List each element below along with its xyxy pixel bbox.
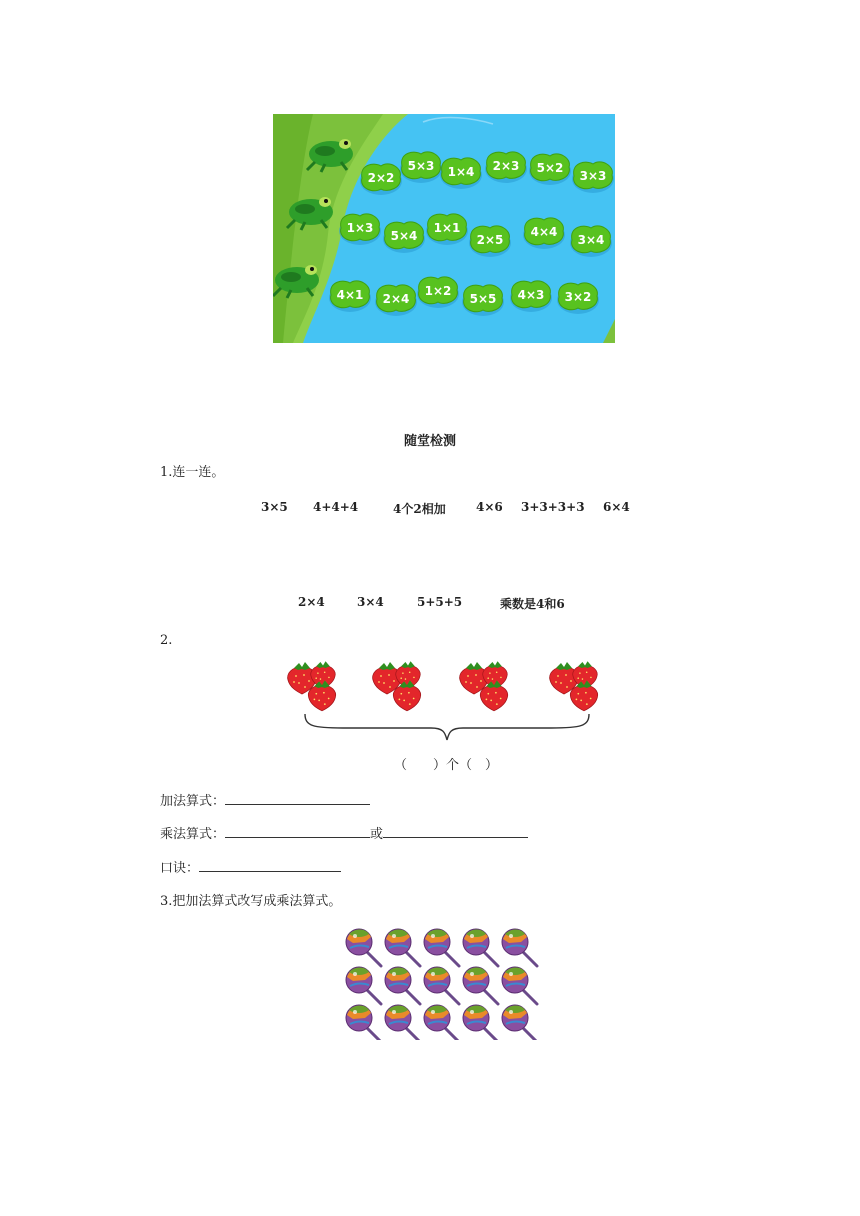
lollipop-icon	[385, 967, 420, 1004]
or-word: 或	[370, 827, 384, 842]
rhyme-line	[160, 857, 341, 876]
pad-label: 5×2	[536, 161, 564, 175]
lily-pad	[417, 277, 459, 308]
lily-pad	[557, 283, 599, 314]
addition-line	[160, 790, 370, 809]
lily-pad	[570, 226, 612, 257]
lollipop-icon	[502, 1005, 537, 1040]
multiplication-answer-blank-2[interactable]	[383, 825, 528, 838]
strawberry-group	[288, 661, 336, 711]
strawberry-groups	[286, 658, 611, 714]
page-title: 随堂检测	[403, 434, 456, 449]
lollipop-icon	[424, 929, 459, 966]
pad-label: 2×3	[492, 159, 520, 173]
q1-expression[interactable]: 4+4+4	[313, 500, 359, 514]
pad-label: 4×1	[336, 288, 364, 302]
multiplication-answer-blank-1[interactable]	[225, 825, 370, 838]
lily-pad	[462, 285, 504, 316]
lollipop-icon	[502, 929, 537, 966]
lily-pad	[572, 162, 614, 193]
lollipop-icon	[385, 929, 420, 966]
lollipop-icon	[346, 1005, 381, 1040]
pad-label: 1×4	[447, 165, 475, 179]
multiplication-label: 乘法算式：	[160, 827, 226, 842]
lollipop-icon	[502, 967, 537, 1004]
lollipop-icon	[463, 967, 498, 1004]
pad-label: 1×1	[433, 221, 461, 235]
pond-picture	[273, 114, 615, 343]
pad-label: 3×4	[577, 233, 605, 247]
rhyme-label: 口诀：	[160, 861, 200, 876]
lily-pad	[469, 226, 511, 257]
pad-label: 1×2	[424, 284, 452, 298]
q1-label: 1.连一连。	[160, 465, 225, 480]
lily-pad	[383, 222, 425, 253]
lily-pad	[426, 214, 468, 245]
q3-label: 3.把加法算式改写成乘法算式。	[160, 894, 342, 909]
q1-expression[interactable]: 3×4	[357, 595, 384, 609]
pad-label: 2×4	[382, 292, 410, 306]
q1-expression[interactable]: 2×4	[298, 595, 325, 609]
q1-expression[interactable]: 6×4	[603, 500, 630, 514]
q1-expression[interactable]: 乘数是4和6	[500, 597, 565, 611]
addition-answer-blank[interactable]	[225, 792, 370, 805]
lily-pad	[375, 285, 417, 316]
lollipop-icon	[346, 929, 381, 966]
lollipop-icon	[424, 1005, 459, 1040]
lily-pad	[339, 214, 381, 245]
rhyme-answer-blank[interactable]	[199, 859, 341, 872]
lily-pad	[529, 154, 571, 185]
pad-label: 4×3	[517, 288, 545, 302]
lily-pad	[329, 281, 371, 312]
pad-label: 3×3	[579, 169, 607, 183]
lollipop-icon	[463, 1005, 498, 1040]
pad-label: 5×4	[390, 229, 418, 243]
pad-label: 2×5	[476, 233, 504, 247]
lollipop-grid	[345, 928, 545, 1040]
curly-brace	[303, 712, 591, 742]
q1-expression[interactable]: 4×6	[476, 500, 503, 514]
q1-expression[interactable]: 5+5+5	[417, 595, 463, 609]
strawberry-group	[550, 661, 598, 711]
addition-label: 加法算式：	[160, 794, 226, 809]
pad-label: 1×3	[346, 221, 374, 235]
q1-expression[interactable]: 3×5	[261, 500, 288, 514]
strawberry-group	[460, 661, 508, 711]
pad-label: 2×2	[367, 171, 395, 185]
brace-caption: （ ）个（ ）	[394, 758, 499, 773]
lollipop-icon	[346, 967, 381, 1004]
lily-pad	[400, 152, 442, 183]
pad-label: 5×3	[407, 159, 435, 173]
lily-pad	[523, 218, 565, 249]
q1-expression[interactable]: 3+3+3+3	[521, 500, 585, 514]
q1-expression[interactable]: 4个2相加	[393, 502, 446, 516]
lily-pad	[485, 152, 527, 183]
strawberry-group	[373, 661, 421, 711]
q2-label: 2.	[160, 633, 173, 648]
lollipop-icon	[424, 967, 459, 1004]
pad-label: 5×5	[469, 292, 497, 306]
lollipop-icon	[463, 929, 498, 966]
lily-pad	[510, 281, 552, 312]
lily-pad	[440, 158, 482, 189]
multiplication-line	[160, 823, 528, 842]
lollipop-icon	[385, 1005, 420, 1040]
pad-label: 4×4	[530, 225, 558, 239]
lily-pad	[360, 164, 402, 195]
pad-label: 3×2	[564, 290, 592, 304]
